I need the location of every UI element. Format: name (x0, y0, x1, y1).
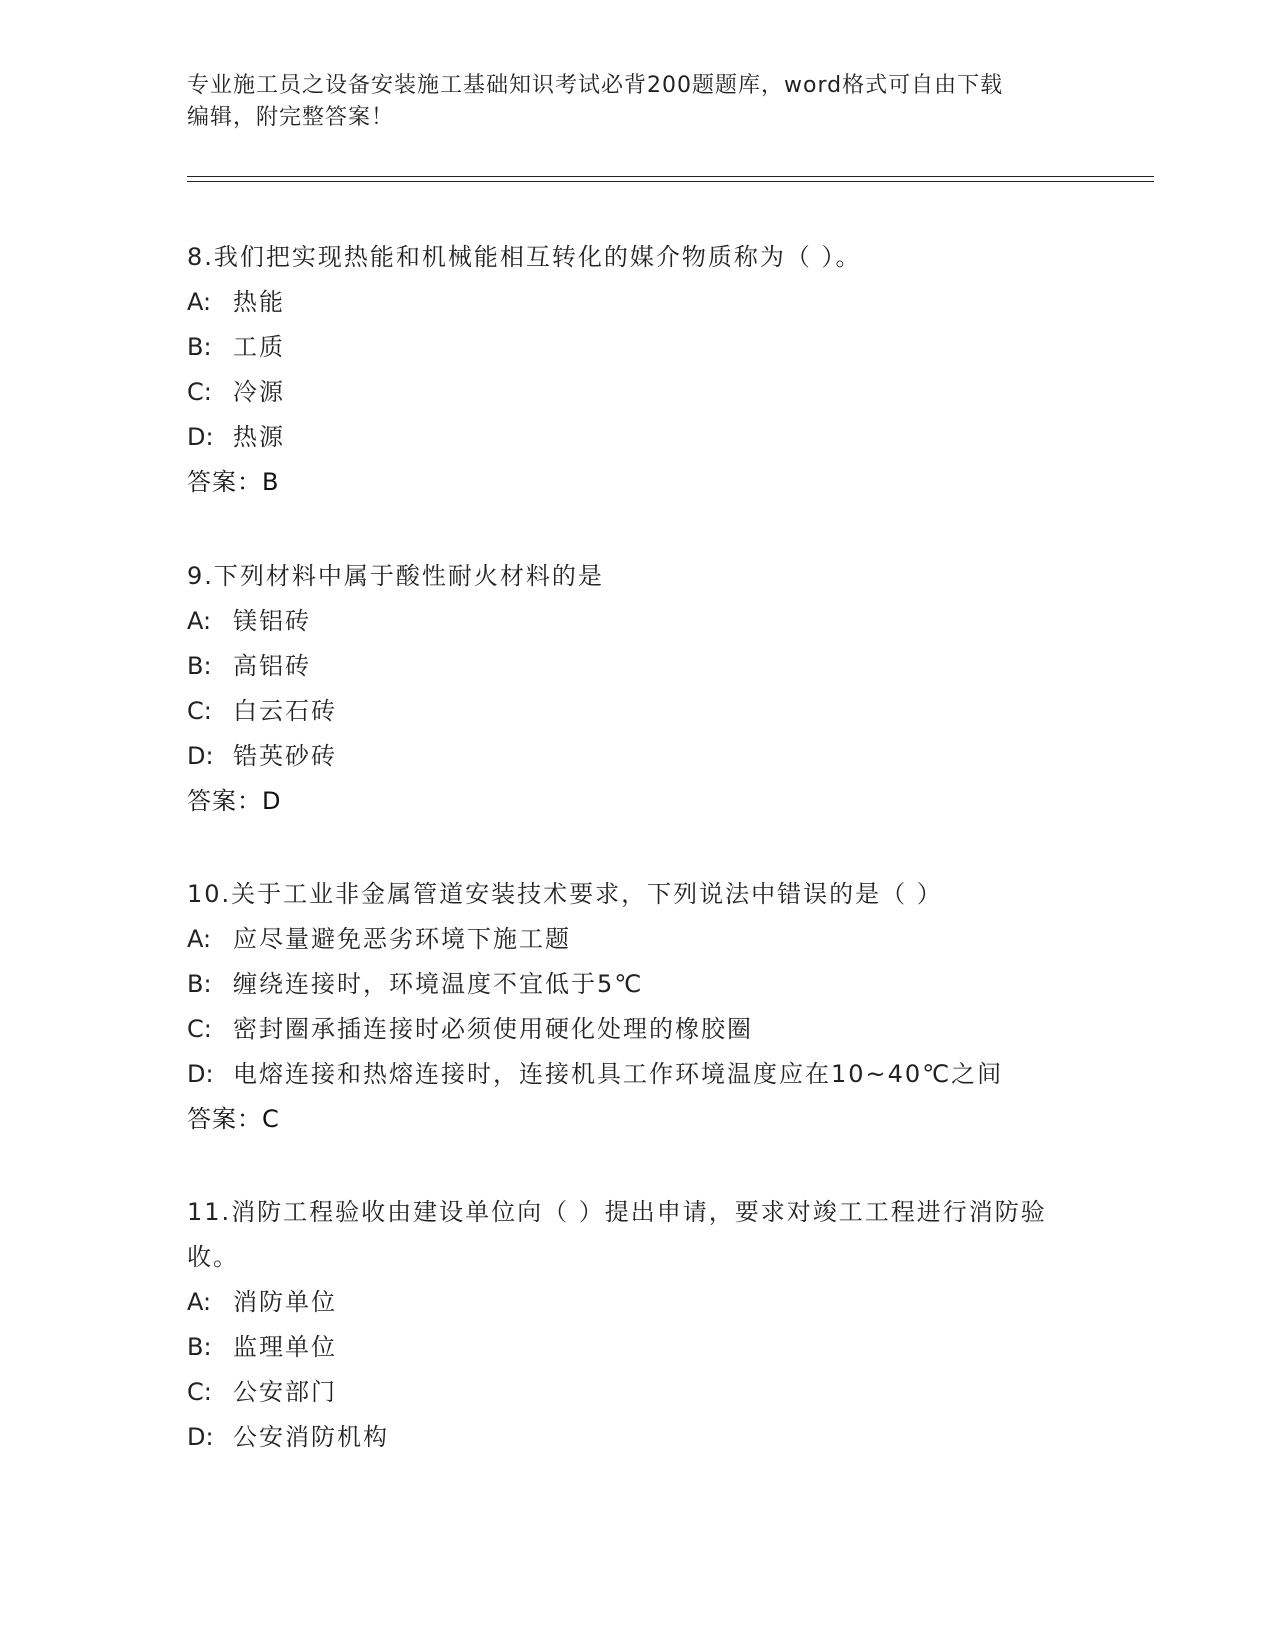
option-text: 缠绕连接时，环境温度不宜低于5℃ (233, 970, 644, 998)
option-text: 热能 (233, 288, 285, 316)
question-10 (187, 872, 1087, 1142)
option-text: 白云石砖 (233, 697, 337, 725)
option-letter: D: (187, 423, 214, 451)
option-letter: C: (187, 378, 212, 406)
option-text: 热源 (233, 423, 285, 451)
option-a (187, 917, 1087, 962)
option-text: 电熔连接和热熔连接时，连接机具工作环境温度应在10~40℃之间 (233, 1060, 1004, 1088)
option-text: 冷源 (233, 378, 285, 406)
option-letter: C: (187, 1378, 212, 1406)
option-d (187, 1052, 1087, 1097)
answer-line: 答案：C (187, 1105, 280, 1133)
option-text: 公安部门 (233, 1378, 337, 1406)
option-text: 高铝砖 (233, 652, 311, 680)
header-divider-top (187, 176, 1154, 177)
option-letter: D: (187, 742, 214, 770)
option-text: 监理单位 (233, 1333, 337, 1361)
option-text: 公安消防机构 (233, 1423, 389, 1451)
option-letter: C: (187, 1015, 212, 1043)
header-divider-bottom (187, 181, 1154, 182)
question-title: 9.下列材料中属于酸性耐火材料的是 (187, 562, 604, 590)
header-line-1: 专业施工员之设备安装施工基础知识考试必背200题题库，word格式可自由下载 (187, 73, 1004, 98)
option-letter: B: (187, 652, 212, 680)
option-text: 镁铝砖 (233, 607, 311, 635)
option-c (187, 1370, 1087, 1415)
option-c (187, 689, 1087, 734)
answer-line: 答案：B (187, 468, 280, 496)
question-title: 8.我们把实现热能和机械能相互转化的媒介物质称为（ ）。 (187, 243, 862, 271)
option-b (187, 962, 1087, 1007)
option-a (187, 280, 1087, 325)
document-header (187, 70, 1087, 134)
option-letter: A: (187, 288, 212, 316)
option-letter: B: (187, 1333, 212, 1361)
option-letter: C: (187, 697, 212, 725)
option-b (187, 644, 1087, 689)
option-b (187, 325, 1087, 370)
answer-line: 答案：D (187, 787, 282, 815)
option-letter: D: (187, 1060, 214, 1088)
option-letter: B: (187, 333, 212, 361)
option-b (187, 1325, 1087, 1370)
question-8 (187, 235, 1087, 505)
option-letter: A: (187, 925, 212, 953)
option-letter: A: (187, 607, 212, 635)
header-line-2: 编辑，附完整答案！ (187, 105, 395, 130)
option-text: 消防单位 (233, 1288, 337, 1316)
option-c (187, 1007, 1087, 1052)
option-d (187, 1415, 1087, 1460)
option-letter: A: (187, 1288, 212, 1316)
option-letter: B: (187, 970, 212, 998)
option-a (187, 1280, 1087, 1325)
question-11 (187, 1190, 1087, 1460)
option-c (187, 370, 1087, 415)
option-text: 工质 (233, 333, 285, 361)
question-title: 11.消防工程验收由建设单位向（ ）提出申请，要求对竣工工程进行消防验收。 (187, 1198, 1047, 1271)
option-letter: D: (187, 1423, 214, 1451)
option-a (187, 599, 1087, 644)
option-text: 锆英砂砖 (233, 742, 337, 770)
option-text: 应尽量避免恶劣环境下施工题 (233, 925, 571, 953)
question-9 (187, 554, 1087, 824)
option-d (187, 734, 1087, 779)
option-d (187, 415, 1087, 460)
question-title: 10.关于工业非金属管道安装技术要求，下列说法中错误的是（ ） (187, 880, 943, 908)
option-text: 密封圈承插连接时必须使用硬化处理的橡胶圈 (233, 1015, 753, 1043)
